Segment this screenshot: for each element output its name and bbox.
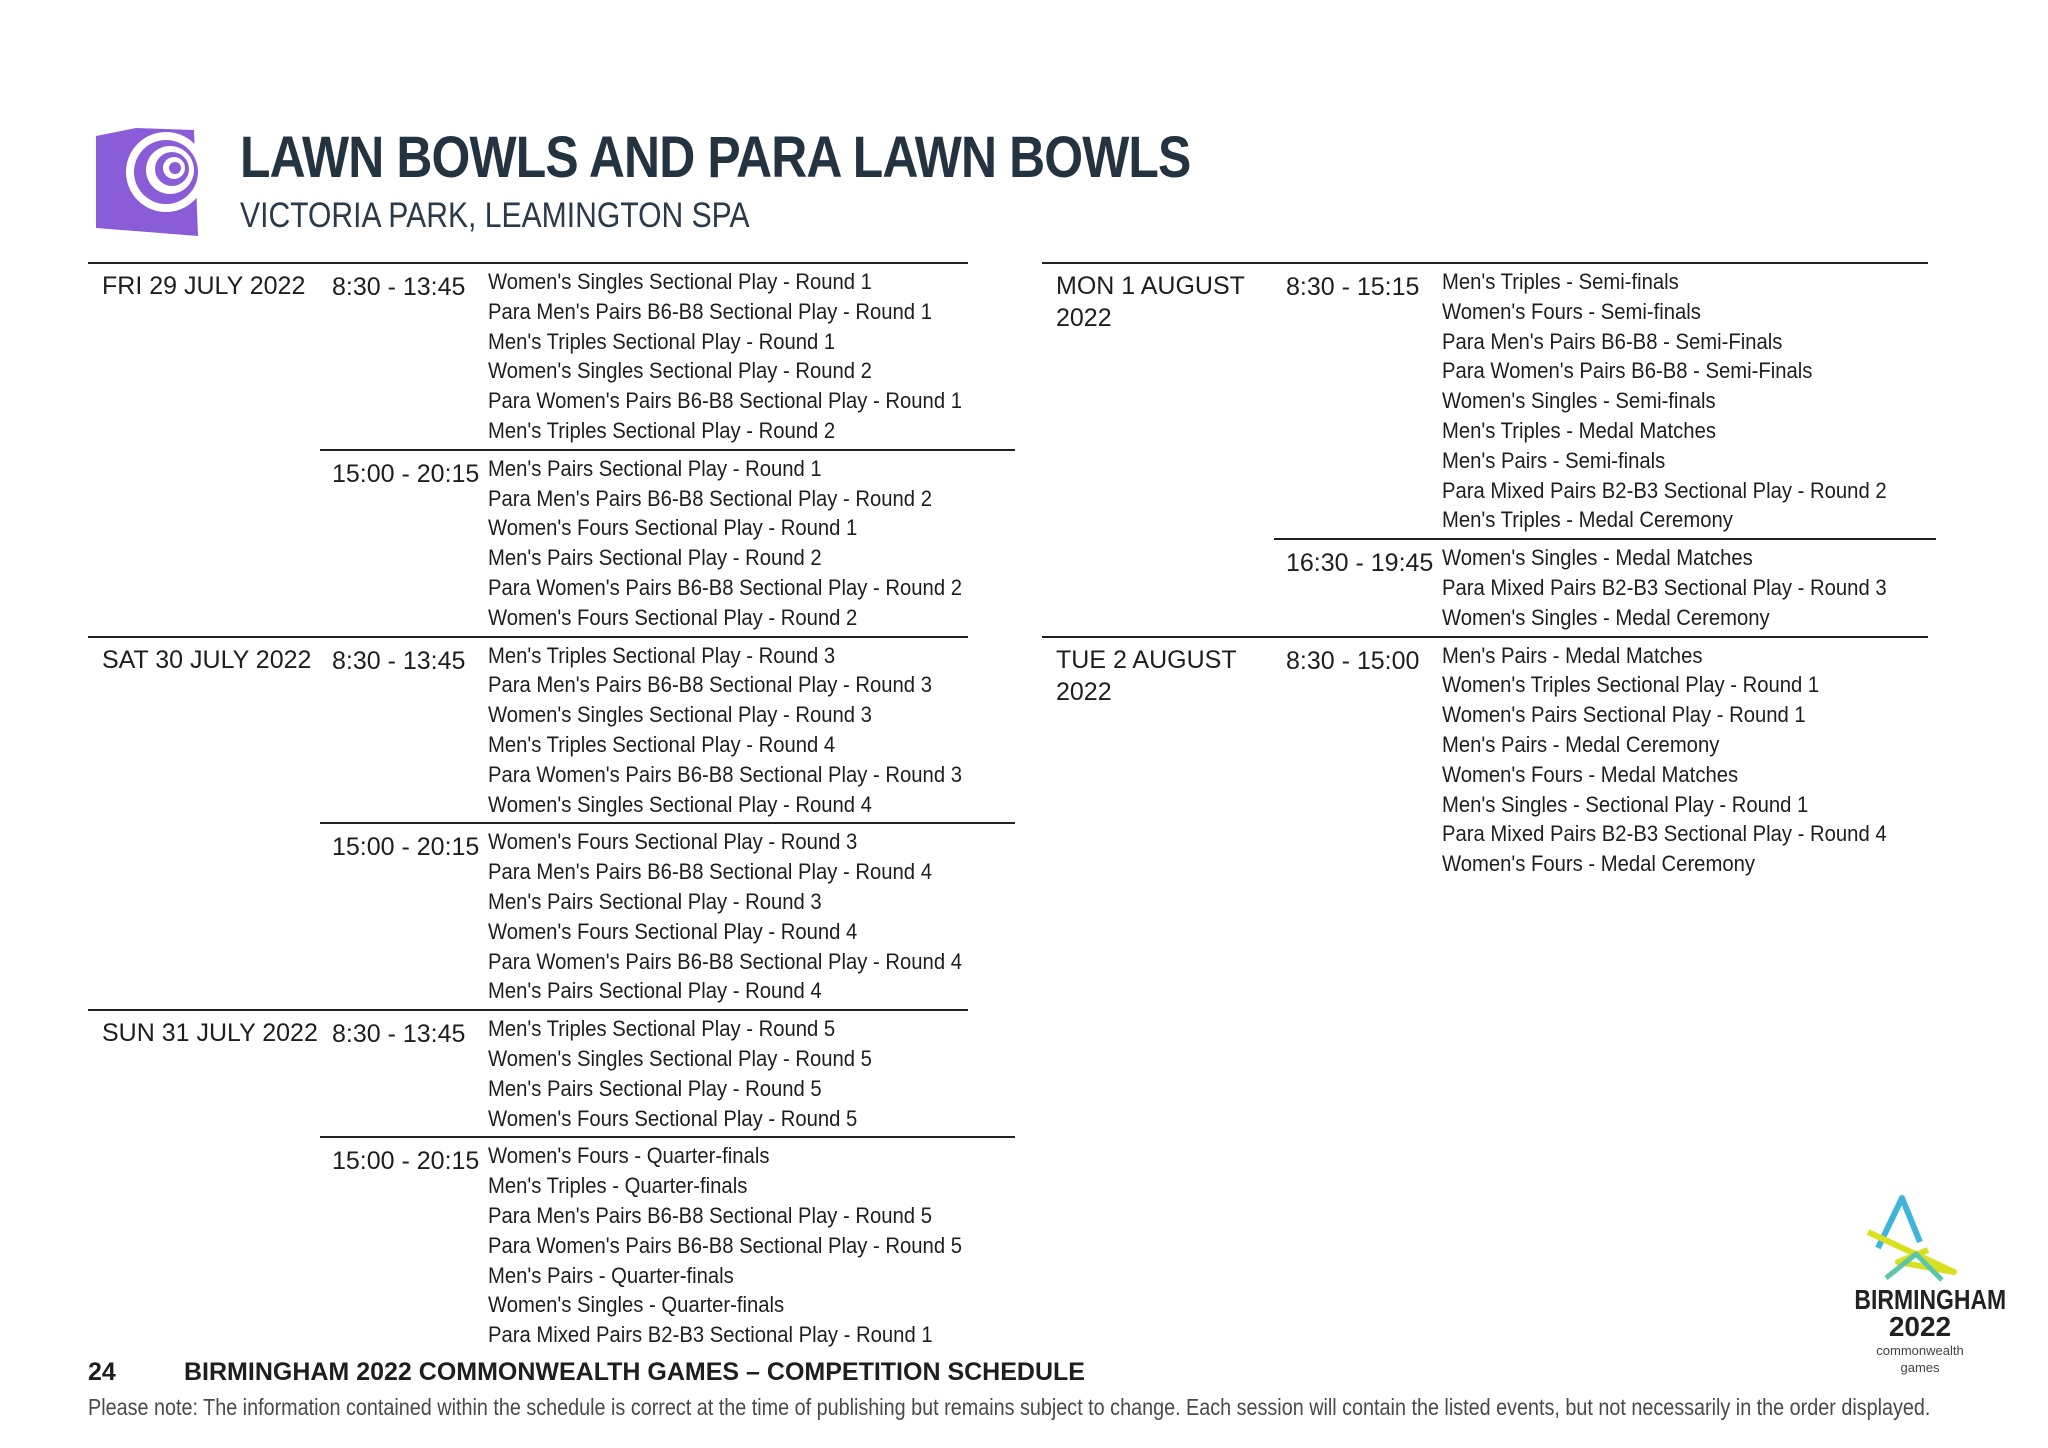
event-item: Women's Fours Sectional Play - Round 2: [488, 604, 858, 630]
event-item: Para Women's Pairs B6-B8 Sectional Play - Round 1: [488, 388, 962, 414]
event-item: Men's Pairs Sectional Play - Round 1: [488, 455, 822, 481]
event-item: Men's Triples - Quarter-finals: [488, 1173, 748, 1199]
event-item: Women's Fours - Medal Matches: [1442, 761, 1739, 787]
event-item: Para Men's Pairs B6-B8 Sectional Play - Round 1: [488, 298, 932, 324]
event-item: Women's Singles - Semi-finals: [1442, 388, 1716, 414]
venue-subtitle: VICTORIA PARK, LEAMINGTON SPA: [240, 196, 750, 235]
day-sessions: [1274, 264, 1936, 636]
event-item: Para Women's Pairs B6-B8 Sectional Play - Round 2: [488, 574, 962, 600]
day-block: [88, 1009, 968, 1353]
session-time: 15:00 - 20:15: [332, 833, 480, 862]
session-time: 8:30 - 15:15: [1286, 273, 1420, 301]
session-row: [320, 264, 1015, 449]
event-item: Women's Singles - Medal Ceremony: [1442, 604, 1770, 630]
event-item: Para Men's Pairs B6-B8 Sectional Play - Round 4: [488, 859, 932, 885]
logo-commonwealth: commonwealth: [1876, 1343, 1964, 1358]
event-item: Para Men's Pairs B6-B8 Sectional Play - Round 5: [488, 1202, 932, 1228]
event-item: Men's Triples Sectional Play - Round 4: [488, 731, 836, 757]
event-item: Men's Singles - Sectional Play - Round 1: [1442, 791, 1809, 817]
event-item: Para Women's Pairs B6-B8 Sectional Play - Round 4: [488, 948, 962, 974]
event-list: [488, 824, 1015, 1009]
event-list: [488, 638, 1015, 823]
event-item: Para Men's Pairs B6-B8 Sectional Play - Round 3: [488, 672, 932, 698]
event-item: Women's Fours Sectional Play - Round 4: [488, 918, 858, 944]
event-item: Women's Fours - Medal Ceremony: [1442, 851, 1755, 877]
event-item: Men's Triples Sectional Play - Round 5: [488, 1016, 836, 1042]
event-item: Men's Pairs Sectional Play - Round 4: [488, 978, 822, 1004]
event-item: Para Women's Pairs B6-B8 Sectional Play - Round 5: [488, 1232, 962, 1258]
event-item: Men's Pairs - Medal Ceremony: [1442, 731, 1720, 757]
event-item: Para Mixed Pairs B2-B3 Sectional Play - Round 3: [1442, 574, 1887, 600]
session-time: 15:00 - 20:15: [332, 459, 480, 488]
session-row: [320, 638, 1015, 823]
schedule-column-left: [88, 262, 968, 1353]
session-time: 8:30 - 13:45: [332, 646, 466, 675]
day-date: FRI 29 JULY 2022: [102, 272, 306, 300]
event-item: Women's Singles Sectional Play - Round 4: [488, 791, 872, 817]
page-title: LAWN BOWLS AND PARA LAWN BOWLS: [240, 125, 1191, 190]
session-time: 8:30 - 13:45: [332, 273, 466, 301]
session-time: 8:30 - 13:45: [332, 1020, 466, 1049]
day-block: [1042, 264, 1928, 636]
day-date: SAT 30 JULY 2022: [102, 645, 312, 674]
page-number: 24: [88, 1358, 116, 1386]
event-item: Men's Pairs Sectional Play - Round 3: [488, 888, 822, 914]
session-time: 8:30 - 15:00: [1286, 646, 1420, 675]
session-row: [320, 822, 1015, 1009]
session-row: [1274, 264, 1936, 538]
event-item: Women's Triples Sectional Play - Round 1: [1442, 672, 1820, 698]
session-time: 16:30 - 19:45: [1286, 549, 1434, 578]
day-date: TUE 2 AUGUST 2022: [1056, 645, 1237, 706]
disclaimer-note: Please note: The information contained within the schedule is correct at the time of publishing but remains subject to change. Each session will contain the listed events, but not necessarily in the order displayed.: [88, 1394, 1931, 1420]
logo-word: BIRMINGHAM: [1854, 1284, 2007, 1315]
event-item: Men's Triples - Medal Matches: [1442, 417, 1716, 443]
schedule-column-right: [1042, 262, 1928, 882]
birmingham-2022-logo-icon: [1840, 1190, 2007, 1375]
event-list: [1442, 264, 1936, 538]
day-sessions: [320, 638, 1015, 1010]
event-item: Women's Fours - Semi-finals: [1442, 298, 1701, 324]
event-item: Men's Pairs Sectional Play - Round 5: [488, 1075, 822, 1101]
day-block: [1042, 636, 1928, 882]
session-time: 15:00 - 20:15: [332, 1147, 480, 1176]
event-list: [1442, 540, 1936, 635]
event-item: Men's Triples Sectional Play - Round 1: [488, 328, 836, 354]
event-list: [488, 1138, 1015, 1353]
day-block: [88, 264, 968, 636]
session-row: [320, 449, 1015, 636]
day-sessions: [320, 264, 1015, 636]
event-item: Women's Singles Sectional Play - Round 1: [488, 269, 872, 294]
logo-year: 2022: [1888, 1311, 1952, 1342]
event-item: Women's Fours Sectional Play - Round 5: [488, 1105, 858, 1131]
day-sessions: [320, 1011, 1015, 1353]
publication-title: BIRMINGHAM 2022 COMMONWEALTH GAMES – COMPETITION SCHEDULE: [184, 1358, 1085, 1386]
event-item: Men's Triples Sectional Play - Round 2: [488, 417, 836, 443]
lawn-bowls-icon: [92, 124, 200, 242]
session-row: [320, 1011, 1015, 1136]
event-item: Para Mixed Pairs B2-B3 Sectional Play - Round 4: [1442, 821, 1887, 847]
event-item: Women's Fours - Quarter-finals: [488, 1143, 770, 1169]
event-item: Women's Singles - Medal Matches: [1442, 545, 1753, 571]
event-item: Para Men's Pairs B6-B8 Sectional Play - Round 2: [488, 485, 932, 511]
event-item: Women's Pairs Sectional Play - Round 1: [1442, 702, 1806, 728]
day-sessions: [1274, 638, 1936, 882]
session-row: [1274, 638, 1936, 882]
event-item: Women's Singles - Quarter-finals: [488, 1292, 785, 1318]
event-list: [488, 451, 1015, 636]
day-date: MON 1 AUGUST 2022: [1056, 272, 1245, 332]
event-item: Para Men's Pairs B6-B8 - Semi-Finals: [1442, 328, 1783, 354]
event-item: Men's Triples Sectional Play - Round 3: [488, 642, 836, 668]
event-item: Para Women's Pairs B6-B8 - Semi-Finals: [1442, 358, 1813, 384]
session-row: [320, 1136, 1015, 1353]
event-list: [488, 1011, 1015, 1136]
session-row: [1274, 538, 1936, 635]
event-item: Men's Triples - Medal Ceremony: [1442, 507, 1733, 533]
event-item: Men's Pairs Sectional Play - Round 2: [488, 545, 822, 571]
event-list: [488, 264, 1015, 449]
event-item: Para Women's Pairs B6-B8 Sectional Play - Round 3: [488, 761, 962, 787]
event-item: Para Mixed Pairs B2-B3 Sectional Play - Round 1: [488, 1322, 933, 1348]
event-item: Men's Pairs - Semi-finals: [1442, 447, 1666, 473]
event-list: [1442, 638, 1936, 882]
event-item: Women's Singles Sectional Play - Round 5: [488, 1045, 872, 1071]
event-item: Women's Singles Sectional Play - Round 3: [488, 702, 872, 728]
footer-title: [88, 1358, 1085, 1387]
event-item: Men's Pairs - Quarter-finals: [488, 1262, 734, 1288]
event-item: Men's Pairs - Medal Matches: [1442, 642, 1703, 668]
event-item: Women's Fours Sectional Play - Round 1: [488, 515, 858, 541]
event-item: Women's Singles Sectional Play - Round 2: [488, 358, 872, 384]
day-block: [88, 636, 968, 1010]
day-date: SUN 31 JULY 2022: [102, 1019, 318, 1048]
event-item: Para Mixed Pairs B2-B3 Sectional Play - Round 2: [1442, 477, 1887, 503]
event-item: Men's Triples - Semi-finals: [1442, 269, 1679, 294]
logo-games: games: [1900, 1360, 1940, 1375]
event-item: Women's Fours Sectional Play - Round 3: [488, 829, 858, 855]
